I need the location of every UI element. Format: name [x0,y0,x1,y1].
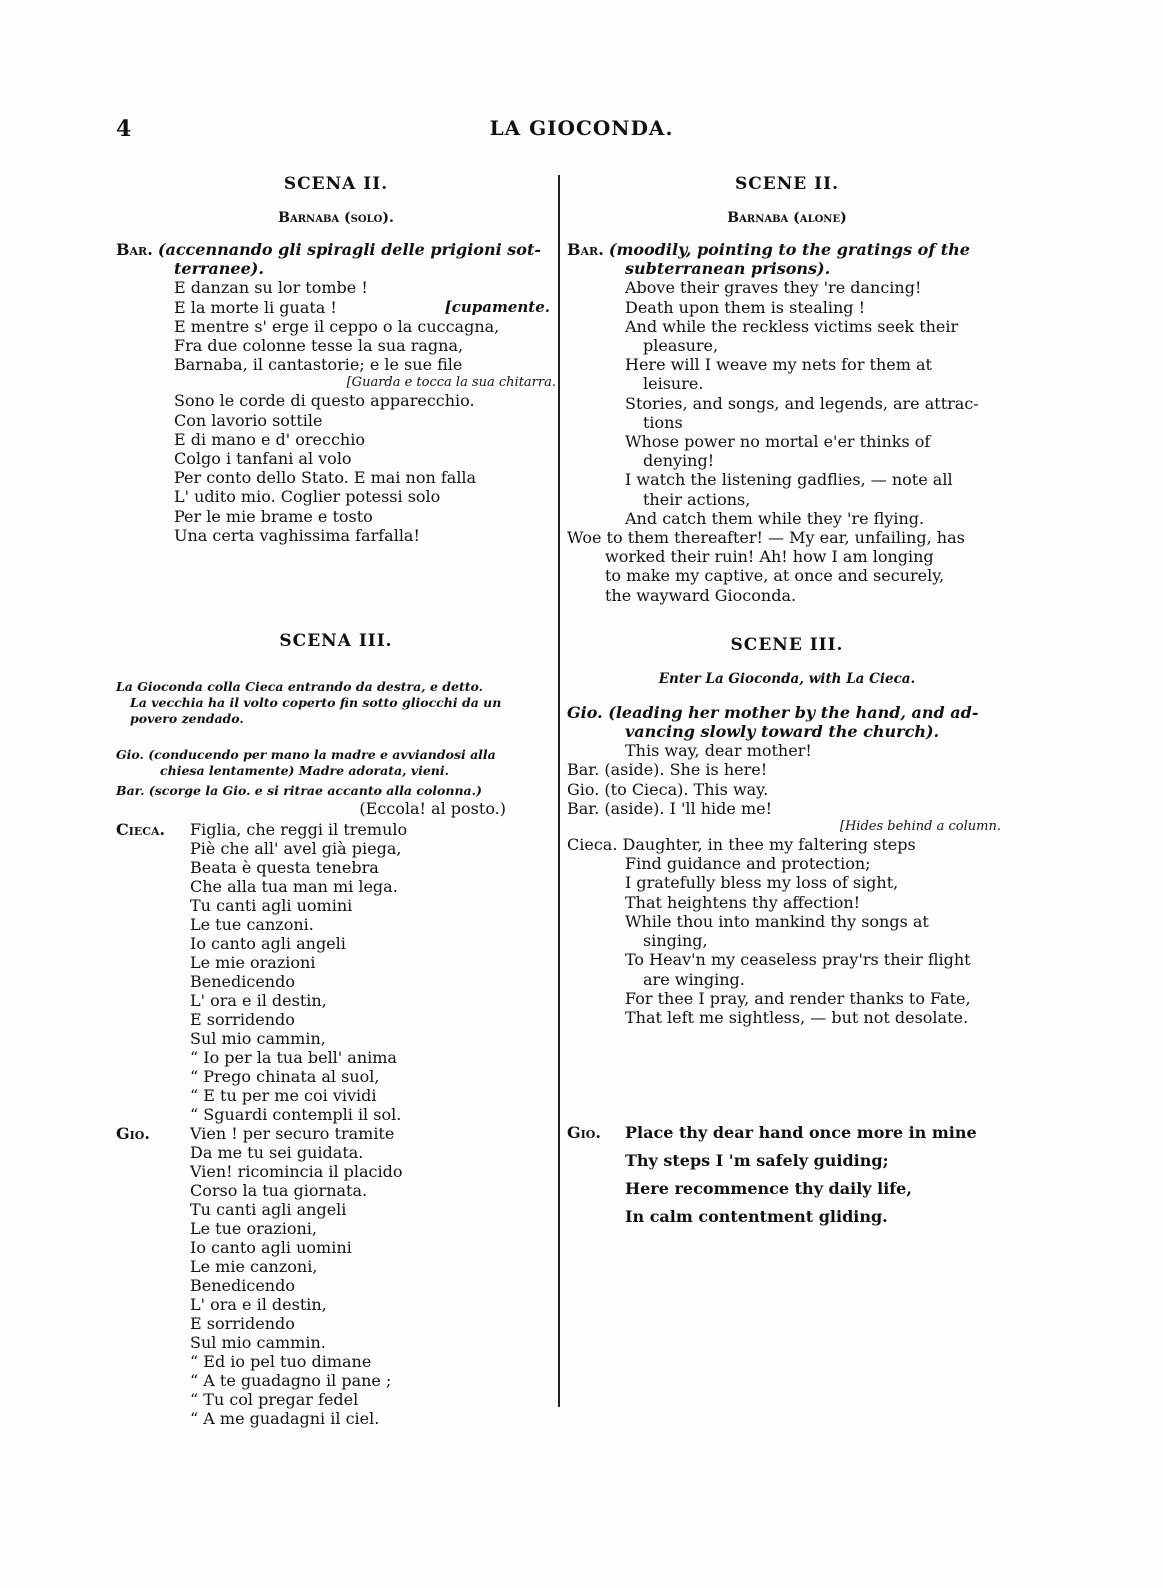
speaker-label: Bar. [567,240,604,259]
verse-line: I watch the listening gadflies, — note all [625,470,953,490]
dialogue-line: Bar. (aside). She is here! [567,760,768,780]
verse-line: For thee I pray, and render thanks to Fate, [625,988,971,1008]
stage-direction: [Guarda e tocca la sua chitarra. [346,375,556,391]
verse-line: Benedicendo [190,1276,295,1296]
verse-line: Io canto agli uomini [190,1238,352,1258]
speaker-label: Gio. [116,1124,150,1144]
verse-line: Colgo i tanfani al volo [174,449,352,469]
verse-line: Le tue orazioni, [190,1219,317,1239]
verse-line: Sono le corde di questo apparecchio. [174,391,475,411]
verse-line: Sul mio cammin, [190,1029,326,1049]
stage-direction: subterranean prisons). [625,259,831,279]
verse-line: Fra due colonne tesse la sua ragna, [174,336,464,356]
page-number: 4 [116,116,132,142]
verse-line: “ A me guadagni il ciel. [190,1409,380,1429]
verse-line: This way, dear mother! [625,741,812,761]
verse-line: Per conto dello Stato. E mai non falla [174,468,477,488]
stage-direction: [cupamente. [444,297,550,316]
verse-line: “ E tu per me coi vividi [190,1086,377,1106]
verse-line: Sul mio cammin. [190,1333,326,1353]
verse-line: I gratefully bless my loss of sight, [625,873,899,893]
verse-line: tions [643,412,683,432]
verse-line: That left me sightless, — but not desolate. [625,1007,969,1027]
verse-line: leisure. [643,374,704,394]
verse-line: Above their graves they 're dancing! [625,278,922,298]
verse-line: Le tue canzoni. [190,915,314,935]
verse-line: Io canto agli angeli [190,934,346,954]
dialogue-line: Bar. (aside). I 'll hide me! [567,798,773,818]
verse-line: their actions, [643,489,751,509]
verse-line: And catch them while they 're flying. [625,508,925,528]
verse-line: “ Io per la tua bell' anima [190,1048,397,1068]
verse-line: E di mano e d' orecchio [174,429,365,449]
verse-line: Piè che all' avel già piega, [190,839,402,859]
scene-iii-title: SCENE III. [730,634,844,655]
verse-line: Vien ! per securo tramite [190,1124,395,1144]
prose-line: to make my captive, at once and securely, [605,566,945,586]
verse-line: “ Tu col pregar fedel [190,1390,359,1410]
speaker-label: Bar. [116,240,153,259]
verse-line: Figlia, che reggi il tremulo [190,820,408,840]
verse-line: Place thy dear hand once more in mine [625,1123,977,1143]
dialogue-line: Cieca. Daughter, in thee my faltering steps [567,835,916,855]
verse-line: In calm contentment gliding. [625,1207,888,1227]
verse-line: denying! [643,451,715,471]
stage-direction: Gio. (conducendo per mano la madre e avviandosi alla [116,747,496,763]
scena-ii-title: SCENA II. [283,174,389,194]
stage-direction: Enter La Gioconda, with La Cieca. [658,670,916,687]
verse-line: Per le mie brame e tosto [174,506,373,526]
italian-column [116,170,556,1428]
verse-line: Find guidance and protection; [625,854,871,874]
verse-line: Benedicendo [190,972,295,992]
running-title: LA GIOCONDA. [489,116,674,140]
verse-line: Whose power no mortal e'er thinks of [625,432,931,452]
stage-direction: povero zendado. [130,711,244,727]
verse-line: Stories, and songs, and legends, are attrac- [625,393,979,413]
verse-line: Beata è questa tenebra [190,858,379,878]
verse-line: Corso la tua giornata. [190,1181,368,1201]
verse-line: While thou into mankind thy songs at [625,911,929,931]
scena-ii-subtitle: Barnaba (solo). [278,210,394,226]
verse-line: Una certa vaghissima farfalla! [174,525,420,545]
verse-line: Tu canti agli uomini [190,896,353,916]
verse-line: pleasure, [643,336,719,356]
verse-line: L' udito mio. Coglier potessi solo [174,487,441,507]
stage-direction: (accennando gli spiragli delle prigioni sot- [157,240,541,259]
verse-line: Death upon them is stealing ! [625,297,866,317]
verse-line: Thy steps I 'm safely guiding; [625,1151,889,1171]
verse-line: E sorridendo [190,1010,295,1030]
verse-line: Che alla tua man mi lega. [190,877,398,897]
verse-line: E la morte li guata ! [174,297,337,317]
verse-line: Con lavorio sottile [174,410,323,430]
stage-direction: Gio. (leading her mother by the hand, and ad- [567,702,979,722]
verse-line: Here will I weave my nets for them at [625,355,932,375]
verse-line: Le mie canzoni, [190,1257,318,1277]
stage-direction: [Hides behind a column. [839,819,1001,835]
scene-ii-title: SCENE II. [734,174,839,194]
stage-direction: Bar. (scorge la Gio. e si ritrae accanto alla colonna.) [116,783,482,799]
verse-line: Vien! ricomincia il placido [190,1162,403,1182]
stage-direction: vancing slowly toward the church). [625,722,940,742]
verse-line: “ Sguardi contempli il sol. [190,1105,402,1125]
verse-line: “ Ed io pel tuo dimane [190,1352,372,1372]
verse-line: “ Prego chinata al suol, [190,1067,380,1087]
verse-line: E danzan su lor tombe ! [174,278,368,298]
verse-line: Tu canti agli angeli [190,1200,347,1220]
prose-line: Woe to them thereafter! — My ear, unfailing, has [567,528,965,548]
verse-line: singing, [643,931,708,951]
speaker-label: Cieca. [116,820,166,840]
prose-line: the wayward Gioconda. [605,585,797,605]
stage-direction: chiesa lentamente) Madre adorata, vieni. [160,763,449,779]
scena-iii-title: SCENA III. [279,631,393,652]
verse-line: Barnaba, il cantastorie; e le sue file [174,355,463,375]
stage-direction: (moodily, pointing to the gratings of the [608,240,970,259]
english-column [567,170,1007,1231]
verse-line: are winging. [643,969,745,989]
verse-line: Le mie orazioni [190,953,316,973]
stage-direction: terranee). [174,259,264,279]
verse-line: “ A te guadagno il pane ; [190,1371,392,1391]
aside-line: (Eccola! al posto.) [359,799,506,819]
dialogue-line: Gio. (to Cieca). This way. [567,779,769,799]
verse-line: To Heav'n my ceaseless pray'rs their flight [625,950,971,970]
scene-ii-subtitle: Barnaba (alone) [727,210,847,226]
verse-line: That heightens thy affection! [625,892,861,912]
speaker-label: Gio. [567,1123,601,1143]
stage-direction: La vecchia ha il volto coperto fin sotto gliocchi da un [130,695,502,711]
verse-line: L' ora e il destin, [190,1295,327,1315]
column-divider [558,175,560,1407]
verse-line: Here recommence thy daily life, [625,1179,912,1199]
stage-direction: La Gioconda colla Cieca entrando da destra, e detto. [116,679,483,695]
verse-line: Da me tu sei guidata. [190,1143,364,1163]
verse-line: E mentre s' erge il ceppo o la cuccagna, [174,316,500,336]
prose-line: worked their ruin! Ah! how I am longing [605,547,934,567]
verse-line: E sorridendo [190,1314,295,1334]
verse-line: And while the reckless victims seek their [625,316,959,336]
verse-line: L' ora e il destin, [190,991,327,1011]
